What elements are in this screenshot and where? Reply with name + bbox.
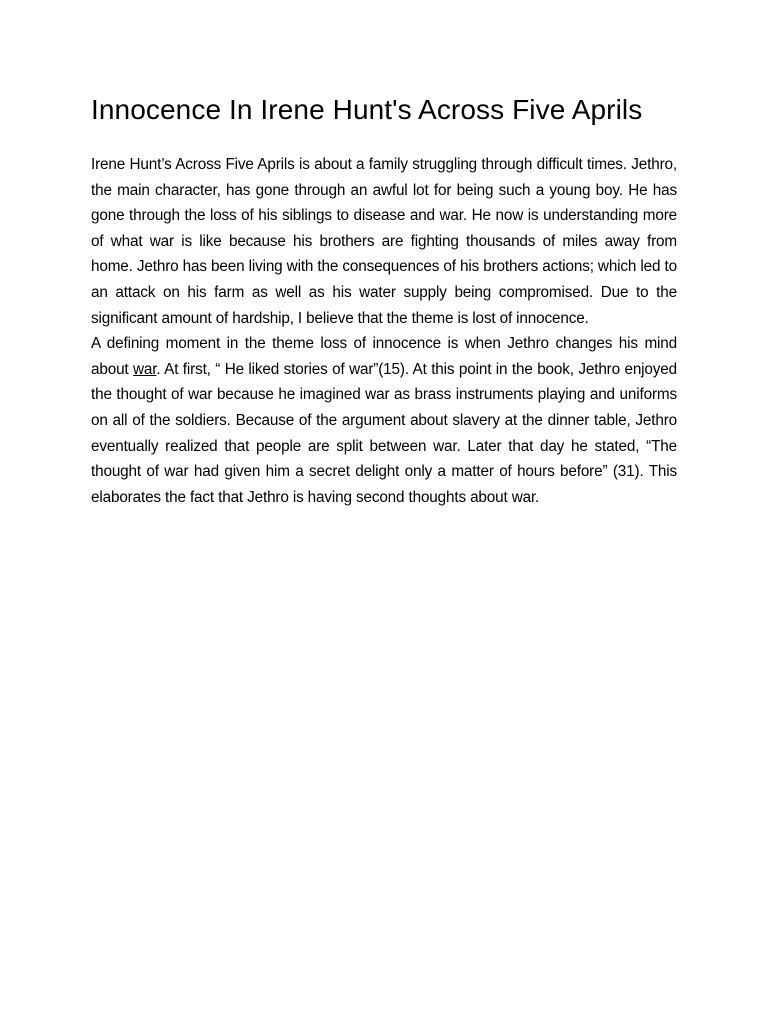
paragraph-2-start: A defining moment in the theme loss of innocence is when Jethro changes his mind about (91, 335, 677, 378)
document-page (91, 93, 677, 510)
paragraph-2-end: . At first, “ He liked stories of war”(15). At this point in the book, Jethro enjoyed the thought of war because he imagined war as brass instruments playing and uniforms on all of the soldiers. Because of the argument about slavery at the dinner table, Jethro eventually realized that people are split between war. Later that day he stated, “The thought of war had given him a secret delight only a matter of hours before” (31). This elaborates the fact that Jethro is having second thoughts about war. (91, 360, 677, 506)
underlined-word: war (133, 360, 157, 378)
document-title: Innocence In Irene Hunt's Across Five Aprils (91, 94, 643, 125)
paragraph-1: Irene Hunt’s Across Five Aprils is about a family struggling through difficult times. Jethro, the main character, has gone through an awful lot for being such a young boy. He has gone through the loss of his siblings to disease and war. He now is understanding more of what war is like because his brothers are fighting thousands of miles away from home. Jethro has been living with the consequences of his brothers actions; which led to an attack on his farm as well as his water supply being compromised. Due to the significant amount of hardship, I believe that the theme is lost of innocence. (91, 156, 677, 327)
paragraph-2 (91, 331, 677, 510)
